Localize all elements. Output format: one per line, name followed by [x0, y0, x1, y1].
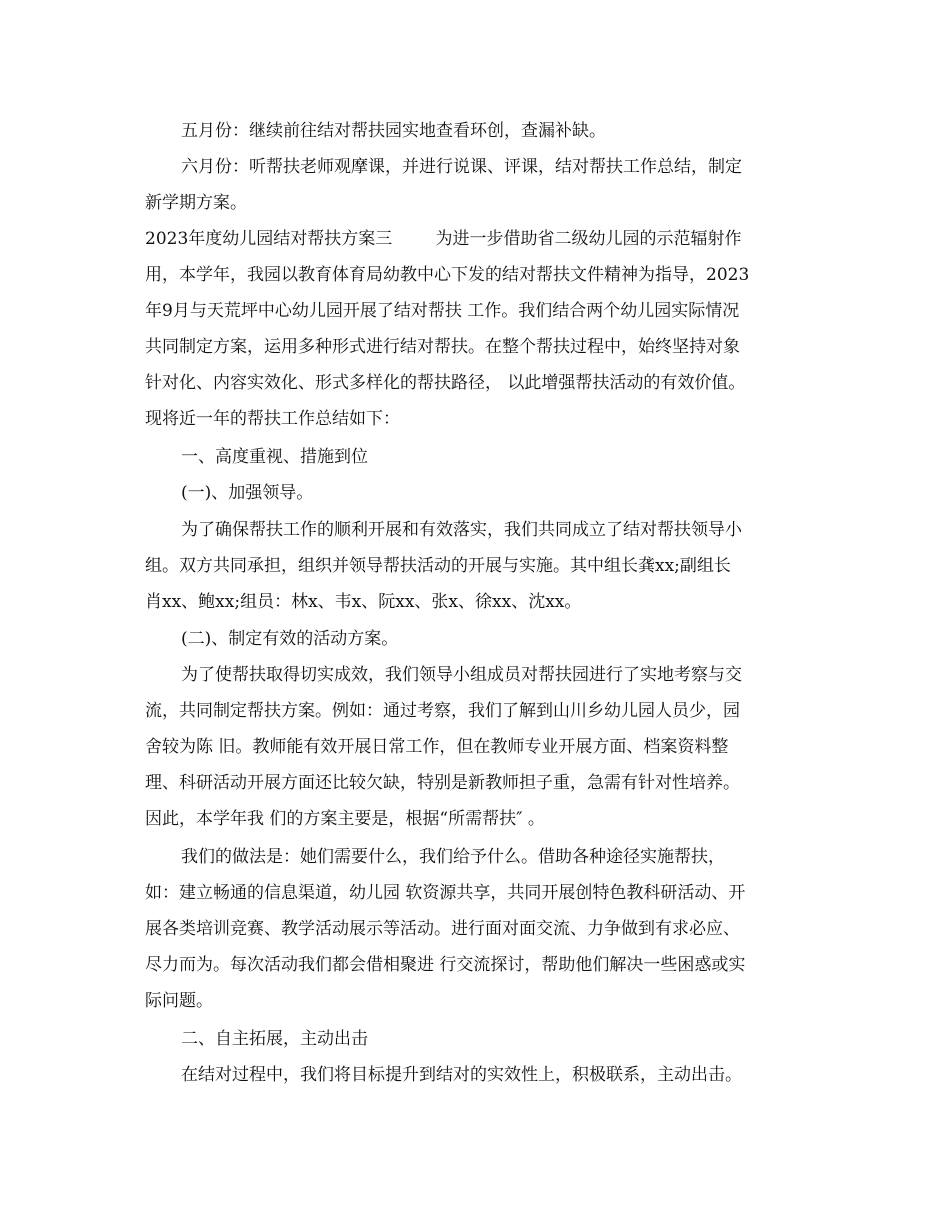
paragraph-line: 五月份：继续前往结对帮扶园实地查看环创，查漏补缺。 — [181, 121, 606, 141]
section-heading-line: 2023年度幼儿园结对帮扶方案三 为进一步借助省二级幼儿园的示范辐射作 — [145, 229, 742, 249]
paragraph-line: 组。双方共同承担，组织并领导帮扶活动的开展与实施。其中组长龚xx;副组长 — [145, 556, 731, 576]
paragraph-line: 际问题。 — [145, 991, 213, 1011]
paragraph-line: 针对化、内容实效化、形式多样化的帮扶路径， 以此增强帮扶活动的有效价值。 — [145, 373, 746, 393]
paragraph-line: 理、科研活动开展方面还比较欠缺，特别是新教师担子重，急需有针对性培养。 — [145, 773, 740, 793]
paragraph-line: 因此，本学年我 们的方案主要是，根据“所需帮扶″ 。 — [145, 809, 545, 829]
paragraph-line: 尽力而为。每次活动我们都会借相聚进 行交流探讨，帮助他们解决一些困惑或实 — [145, 955, 746, 975]
paragraph-line: 为了确保帮扶工作的顺利开展和有效落实，我们共同成立了结对帮扶领导小 — [181, 520, 742, 540]
subheading-line: (二)、制定有效的活动方案。 — [181, 629, 399, 649]
paragraph-line: 用，本学年，我园以教育体育局幼教中心下发的结对帮扶文件精神为指导，2023 — [145, 265, 750, 285]
paragraph-line: 如：建立畅通的信息渠道，幼儿园 软资源共享，共同开展创特色教科研活动、开 — [145, 883, 746, 903]
paragraph-line: 流，共同制定帮扶方案。例如：通过考察，我们了解到山川乡幼儿园人员少，园 — [145, 701, 740, 721]
paragraph-line: 舍较为陈 旧。教师能有效开展日常工作，但在教师专业开展方面、档案资料整 — [145, 737, 729, 757]
paragraph-line: 年9月与天荒坪中心幼儿园开展了结对帮扶 工作。我们结合两个幼儿园实际情况 — [145, 301, 740, 321]
paragraph-line: 现将近一年的帮扶工作总结如下： — [145, 409, 400, 429]
paragraph-line: 六月份：听帮扶老师观摩课，并进行说课、评课，结对帮扶工作总结，制定 — [181, 157, 742, 177]
paragraph-line: 肖xx、鲍xx;组员：林x、韦x、阮xx、张x、徐xx、沈xx。 — [145, 592, 582, 612]
heading-line: 二、自主拓展，主动出击 — [181, 1029, 368, 1049]
paragraph-line: 共同制定方案，运用多种形式进行结对帮扶。在整个帮扶过程中，始终坚持对象 — [145, 337, 740, 357]
heading-line: 一、高度重视、措施到位 — [181, 447, 368, 467]
paragraph-line: 新学期方案。 — [145, 193, 247, 213]
paragraph-line: 展各类培训竞赛、教学活动展示等活动。进行面对面交流、力争做到有求必应、 — [145, 919, 740, 939]
paragraph-line: 我们的做法是：她们需要什么，我们给予什么。借助各种途径实施帮扶， — [181, 847, 725, 867]
subheading-line: (一)、加强领导。 — [181, 483, 314, 503]
paragraph-line: 为了使帮扶取得切实成效，我们领导小组成员对帮扶园进行了实地考察与交 — [181, 665, 742, 685]
paragraph-line: 在结对过程中，我们将目标提升到结对的实效性上，积极联系，主动出击。 — [181, 1065, 742, 1085]
